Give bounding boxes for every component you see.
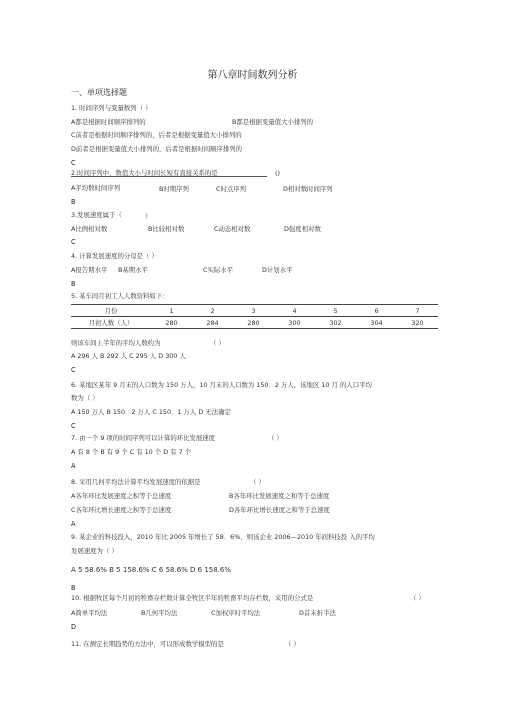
q3-stem: 3.发展速度属于（ [71, 211, 122, 219]
q7-answer: A [71, 462, 76, 470]
table-cell: 320 [397, 317, 438, 329]
q3-option-d: D强度相对数 [284, 225, 321, 233]
table-cell: 304 [356, 317, 397, 329]
q8-answer: A [71, 520, 76, 528]
q4-answer: B [71, 280, 76, 288]
table-cell: 302 [315, 317, 356, 329]
q5-follow: 则该车间上半年的平均人数约为 [71, 339, 161, 347]
q3-option-a: A比例相对数 [71, 225, 108, 233]
table-cell: 284 [192, 317, 233, 329]
q4-option-d: D计划水平 [262, 266, 293, 274]
q2-paren: () [275, 169, 280, 177]
q5-stem: 5. 某车间月初工人人数资料如下： [71, 292, 169, 300]
table-cell: 7 [397, 305, 438, 317]
q10-option-d: D首末折半法 [299, 609, 336, 617]
q7-stem: 7. 由一个 9 项的时间序列可以计算的环比发展速度 [71, 434, 216, 442]
q7-paren: （ ） [268, 434, 283, 442]
q8-option-a: A各年环比发展速度之积等于总速度 [71, 492, 172, 500]
q11-stem: 11. 在测定长期趋势的方法中，可以形成数学模型的是 [71, 640, 224, 648]
q2-option-d: D相对数时间序列 [283, 185, 333, 193]
q3-option-b: B比较相对数 [148, 225, 185, 233]
q1-option-b: B都是根据变量值大小排列的 [232, 118, 314, 126]
q6-answer: C [71, 422, 76, 430]
worker-table [71, 304, 438, 329]
table-cell: 280 [151, 317, 192, 329]
q11-paren: （ ） [285, 640, 300, 648]
table-cell: 2 [192, 305, 233, 317]
q4-option-a: A报告期水平 [71, 266, 108, 274]
q9-stem-line1: 9. 某企业的科技投入，2010 年比 2005 年增长了 58．6%，则该企业 2006—2010 年间科技投 入的平均 [71, 533, 375, 541]
q1-answer: C [71, 159, 76, 167]
table-cell: 300 [274, 317, 315, 329]
table-cell: 3 [233, 305, 274, 317]
q9-stem-line2: 发展速度为（ ） [71, 547, 118, 555]
q3-answer: C [71, 238, 76, 246]
q10-answer: D [71, 623, 77, 631]
q3-option-c: C动态相对数 [214, 225, 251, 233]
table-cell: 5 [315, 305, 356, 317]
q1-stem: 1. 时间序列与变量数列（ ） [71, 104, 152, 112]
q3-paren: ） [145, 212, 152, 220]
table-cell: 1 [151, 305, 192, 317]
q1-option-c: C前者是根据时间顺序排列的，后者是根据变量值大小排列的 [71, 131, 242, 139]
q6-stem-line1: 6. 某地区某年 9 月末的人口数为 150 万人，10 月末的人口数为 150．2 万人，该地区 10 月 的人口平均 [71, 381, 372, 389]
table-header-month: 月份 [71, 305, 151, 317]
q1-option-a: A都是根据时间顺序排列的 [71, 118, 146, 126]
q6-stem-line2: 数为（ ） [71, 394, 99, 402]
q5-answer: C [71, 366, 76, 374]
q8-option-c: C各年环比增长速度之积等于总速度 [71, 506, 172, 514]
table-header-count: 月初人数（人） [71, 317, 151, 329]
q9-options: A 5 58.6% B 5 158.6% C 6 58.6% D 6 158.6% [71, 566, 232, 574]
q2-answer: B [71, 198, 76, 206]
q10-option-b: B几何平均法 [141, 609, 178, 617]
q10-paren: （ ） [410, 594, 425, 602]
q6-options: A 150 万人 B 150．2 万人 C 150．1 万人 D 无法确定 [71, 408, 231, 416]
q8-stem: 8. 采用几何平均法计算平均发展速度的依据是 [71, 478, 201, 486]
q4-option-b: B基期水平 [118, 266, 148, 274]
page-title: 第八章时间数列分析 [207, 70, 298, 81]
table-cell: 6 [356, 305, 397, 317]
table-cell: 280 [233, 317, 274, 329]
q8-option-b: B各年环比发展速度之和等于总速度 [229, 492, 330, 500]
q2-stem: 2.时间序列中，数值大小与时间长短有直接关系的是 [71, 169, 218, 177]
q2-option-c: C时点序列 [216, 185, 247, 193]
q2-option-b: B时期序列 [159, 185, 189, 193]
q5-paren: （ ） [210, 339, 225, 347]
table-row [71, 305, 438, 317]
q2-option-a: A平均数时间序列 [71, 184, 121, 192]
section-heading: 一、单项选择题 [71, 88, 127, 97]
q4-stem: 4. 计算发展速度的分母是（ ） [71, 252, 158, 260]
q1-option-d: D前者是根据变量值大小排列的，后者是根据时间顺序排列的 [71, 145, 243, 153]
q8-paren: （ ） [250, 478, 265, 486]
q10-option-c: C加权序时平均法 [211, 609, 261, 617]
q9-answer: B [71, 584, 76, 592]
q5-options: A 296 人 B 292 人 C 295 人 D 300 人 [71, 352, 186, 360]
q2-underline [71, 176, 267, 177]
q8-option-d: D各年环比增长速度之和等于总速度 [229, 506, 330, 514]
q7-options: A 有 8 个 B 有 9 个 C 有 10 个 D 有 7 个 [71, 448, 192, 456]
q10-stem: 10. 根据牧区每个月初的牲畜存栏数计算全牧区半年的牲畜平均存栏数，采用的公式是 [71, 594, 314, 602]
table-row [71, 317, 438, 329]
q10-option-a: A简单平均法 [71, 609, 108, 617]
table-cell: 4 [274, 305, 315, 317]
q4-option-c: C实际水平 [203, 266, 234, 274]
